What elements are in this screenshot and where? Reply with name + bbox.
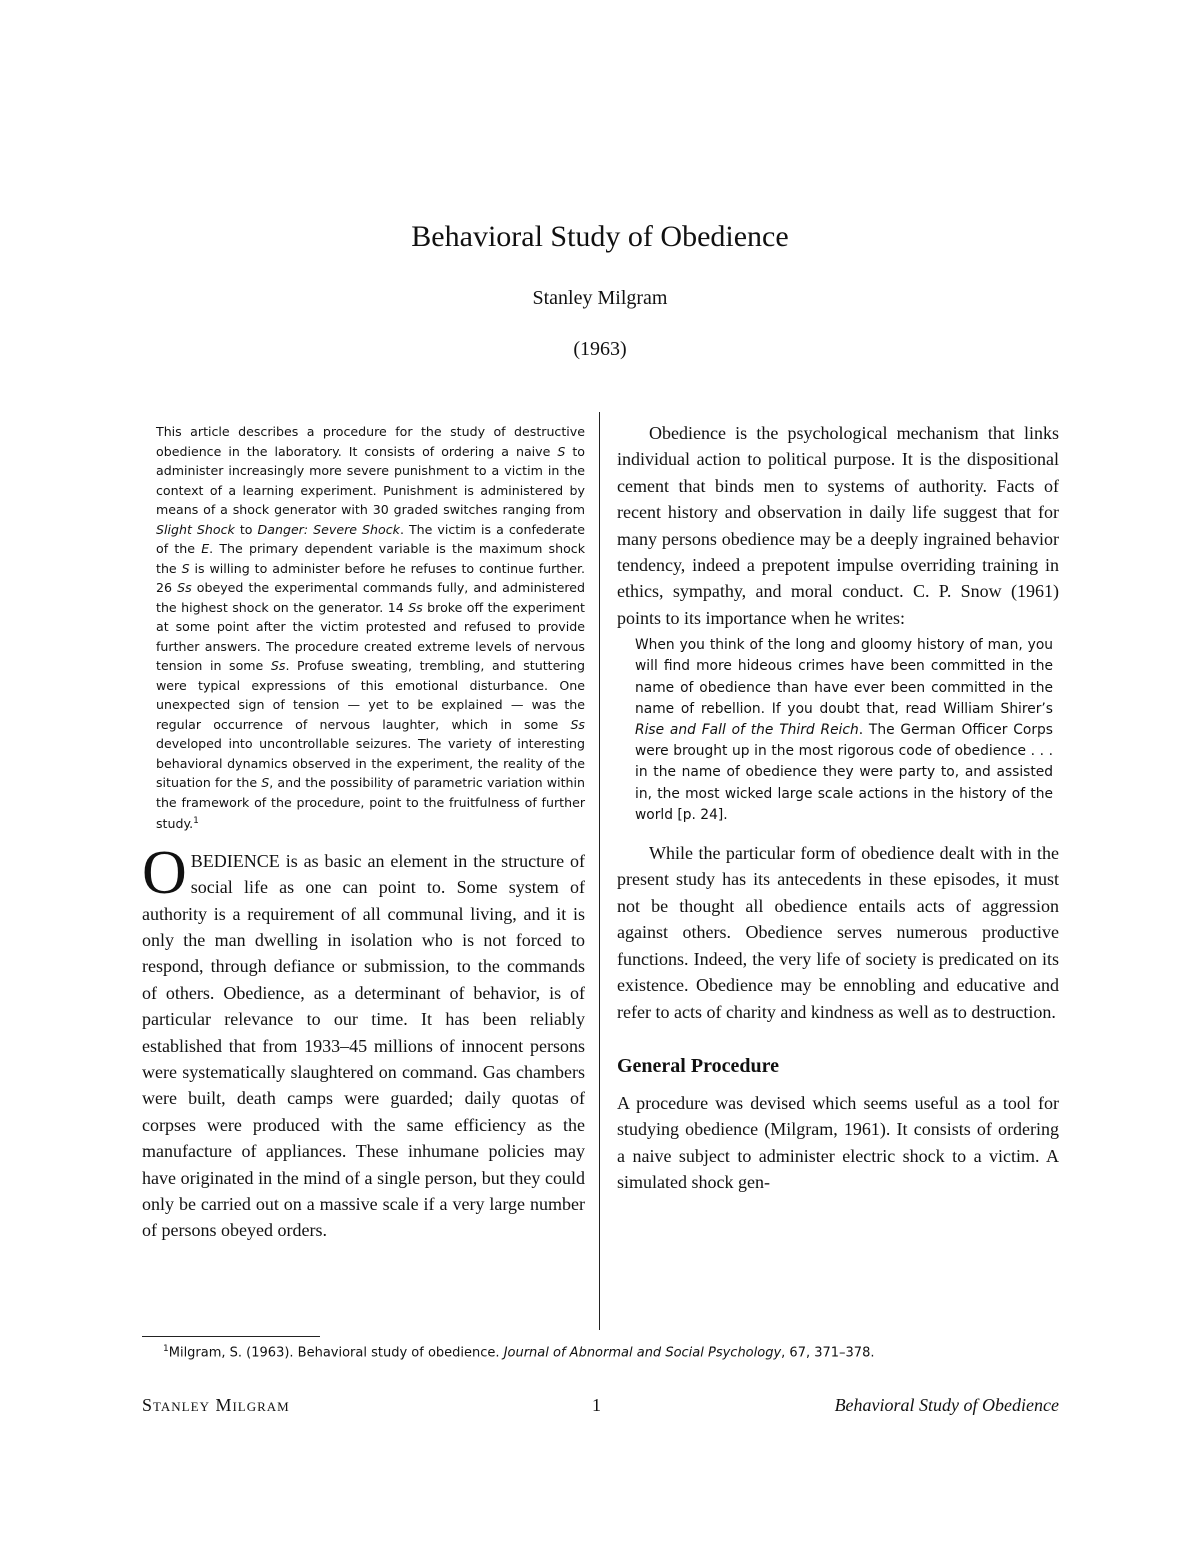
column-divider <box>599 412 600 1330</box>
drop-cap: O <box>142 838 187 907</box>
block-quote: When you think of the long and gloomy history of man, you will find more hideous crimes have been committed in the name of obedience than have ever been committed in the name of rebellion. If you doubt that, read William Shirer’s Rise and Fall of the Third Reich. The German Officer Corps were brought up in the most rigorous code of obedience . . . in the name of obedience they were party to, and assisted in, the most wicked large scale actions in the history of the world [p. 24]. <box>635 637 1053 823</box>
footer-author: Stanley Milgram <box>142 1395 290 1415</box>
right-column <box>617 420 1059 1196</box>
footnote: $^1$Milgram, S. (1963). Behavioral study of obedience. Journal of Abnormal and Social Psychology, 67, 371–378. <box>163 1344 875 1361</box>
paper-title: Behavioral Study of Obedience <box>411 220 789 253</box>
intro-paragraph: OBEDIENCE is as basic an element in the structure of social life as one can point to. Some system of authority is a requirement of all communal living, and it is only the man dwelling in isolation who is not forced to respond, through defiance or submission, to the commands of others. Obedience, as a determinant of behavior, is of particular relevance to our time. It has been reliably established that from 1933–45 millions of innocent persons were systematically slaughtered on command. Gas chambers were built, death camps were guarded; daily quotas of corpses were produced with the same efficiency as the manufacture of appliances. These inhumane policies may have originated in the mind of a single person, but they could only be carried out on a massive scale if a very large number of persons obeyed orders. <box>142 838 585 1241</box>
abstract: This article describes a procedure for the study of destructive obedience in the laboratory. It consists of ordering a naive S to administer increasingly more severe punishment to a victim in the context of a learning experiment. Punishment is administered by means of a shock generator with 30 graded switches ranging from Slight Shock to Danger: Severe Shock. The victim is a confederate of the E. The primary dependent variable is the maximum shock the S is willing to administer before he refuses to continue further. 26 Ss obeyed the experimental commands fully, and administered the highest shock on the generator. 14 Ss broke off the experiment at some point after the victim protested and refused to provide further answers. The procedure created extreme levels of nervous tension in some Ss. Profuse sweating, trembling, and stuttering were typical expressions of this emotional disturbance. One unexpected sign of tension — yet to be explained — was the regular occurrence of nervous laughter, which in some Ss developed into uncontrollable seizures. The variety of interesting behavioral dynamics observed in the experiment, the reality of the situation for the S, and the possibility of parametric variation within the framework of the procedure, point to the fruitfulness of further study.$^1$ <box>156 424 586 832</box>
footnote-rule <box>142 1336 320 1337</box>
body-paragraph-4: A procedure was devised which seems useful as a tool for studying obedience (Milgram, 1961). It consists of ordering a naive subject to administer electric shock to a victim. A simulated shock gen- <box>617 1092 1059 1193</box>
publication-year: (1963) <box>573 338 627 360</box>
left-column <box>142 422 585 1244</box>
footer-title: Behavioral Study of Obedience <box>834 1395 1059 1415</box>
body-paragraph-2: Obedience is the psychological mechanism that links individual action to political purpose. It is the dispositional cement that binds men to systems of authority. Facts of recent history and observation in daily life suggest that for many persons obedience may be a deeply ingrained behavior tendency, indeed a prepotent impulse overriding training in ethics, sympathy, and moral conduct. C. P. Snow (1961) points to its importance when he writes: <box>617 423 1059 628</box>
page-number: 1 <box>592 1395 601 1415</box>
author-name: Stanley Milgram <box>532 287 668 309</box>
section-heading: General Procedure <box>617 1054 779 1077</box>
body-paragraph-3: While the particular form of obedience dealt with in the present study has its antecedents in these episodes, it must not be thought all obedience entails acts of aggression against others. Obedience serves numerous productive functions. Indeed, the very life of society is predicated on its existence. Obedience may be ennobling and educative and refer to acts of charity and kindness as well as to destruction. <box>617 843 1059 1022</box>
abstract-footnote-mark[interactable]: 1 <box>193 816 199 826</box>
running-footer <box>142 1395 1059 1419</box>
intro-smallcaps: BEDIENCE <box>190 850 280 871</box>
quoted-book-title: Rise and Fall of the Third Reich <box>635 722 859 739</box>
